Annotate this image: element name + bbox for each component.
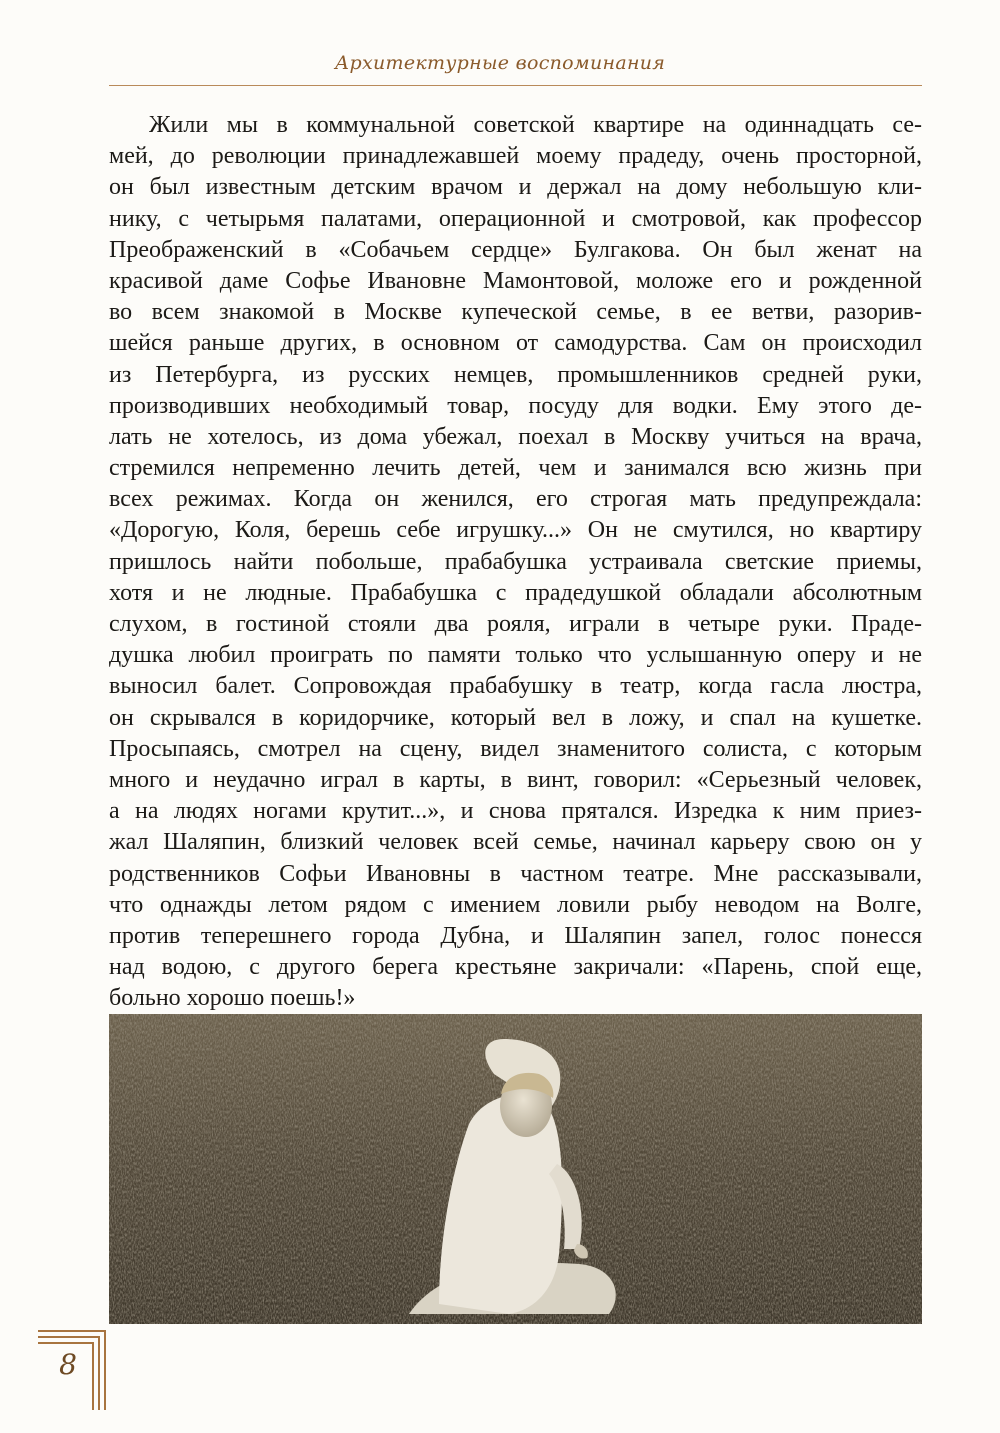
text-line: производивших необходимый товар, посуду для водки. Ему этого де-	[109, 392, 922, 419]
photo-illustration	[109, 1014, 922, 1324]
header-divider	[109, 85, 922, 86]
text-line: шейся раньше других, в основном от самодурства. Сам он происходил	[109, 330, 922, 357]
text-line: красивой даме Софье Ивановне Мамонтовой, моложе его и рожденной	[109, 267, 922, 294]
text-line: он был известным детским врачом и держал на дому небольшую кли-	[109, 174, 922, 201]
text-line: стремился непременно лечить детей, чем и занимался всю жизнь при	[109, 455, 922, 482]
text-line: Жили мы в коммунальной советской квартире на одиннадцать се-	[149, 112, 922, 138]
running-title: Архитектурные воспоминания	[334, 52, 666, 74]
text-line: «Дорогую, Коля, берешь себе игрушку...» Он не смутился, но квартиру	[109, 517, 922, 544]
text-line: лать не хотелось, из дома убежал, поехал в Москву учиться на врача,	[109, 423, 922, 450]
text-line: жал Шаляпин, близкий человек всей семье, начинал карьеру свою он у	[109, 829, 922, 856]
text-line: против теперешнего города Дубна, и Шаляпин запел, голос понесся	[109, 922, 922, 949]
text-line: он скрывался в коридорчике, который вел в ложу, и спал на кушетке.	[109, 704, 922, 731]
text-line: над водою, с другого берега крестьяне закричали: «Парень, спой еще,	[109, 954, 922, 981]
text-line: а на людях ногами крутит...», и снова прятался. Изредка к ним приез-	[109, 798, 922, 825]
text-line: что однажды летом рядом с имением ловили рыбу неводом на Волге,	[109, 891, 922, 918]
text-line: родственников Софьи Ивановны в частном театре. Мне рассказывали,	[109, 860, 922, 887]
photograph	[109, 1014, 922, 1324]
text-line: слухом, в гостиной стояли два рояля, играли в четыре руки. Праде-	[109, 611, 922, 637]
text-line: Просыпаясь, смотрел на сцену, видел знаменитого солиста, с которым	[109, 735, 922, 762]
text-line: нику, с четырьмя палатами, операционной и смотровой, как профессор	[109, 205, 922, 232]
text-line: мей, до революции принадлежавшей моему прадеду, очень просторной,	[109, 143, 922, 170]
text-line: из Петербурга, из русских немцев, промышленников средней руки,	[109, 361, 922, 388]
text-line: Преображенский в «Собачьем сердце» Булгакова. Он был женат на	[109, 236, 922, 263]
text-line: больно хорошо поешь!»	[109, 985, 356, 1012]
text-line: выносил балет. Сопровождая прабабушку в театр, когда гасла люстра,	[109, 673, 922, 700]
text-line: хотя и не людные. Прабабушка с прадедушкой обладали абсолютным	[109, 579, 922, 606]
text-line: душка любил проиграть по памяти только что услышанную оперу и не	[109, 642, 922, 669]
text-line: много и неудачно играл в карты, в винт, говорил: «Серьезный человек,	[109, 766, 922, 793]
text-line: пришлось найти побольше, прабабушка устраивала светские приемы,	[109, 548, 922, 575]
page-number: 8	[59, 1348, 77, 1381]
text-line: во всем знакомой в Москве купеческой семье, в ее ветви, разорив-	[109, 299, 922, 326]
text-line: всех режимах. Когда он женился, его строгая мать предупреждала:	[109, 486, 922, 513]
body-paragraph	[109, 110, 922, 1014]
